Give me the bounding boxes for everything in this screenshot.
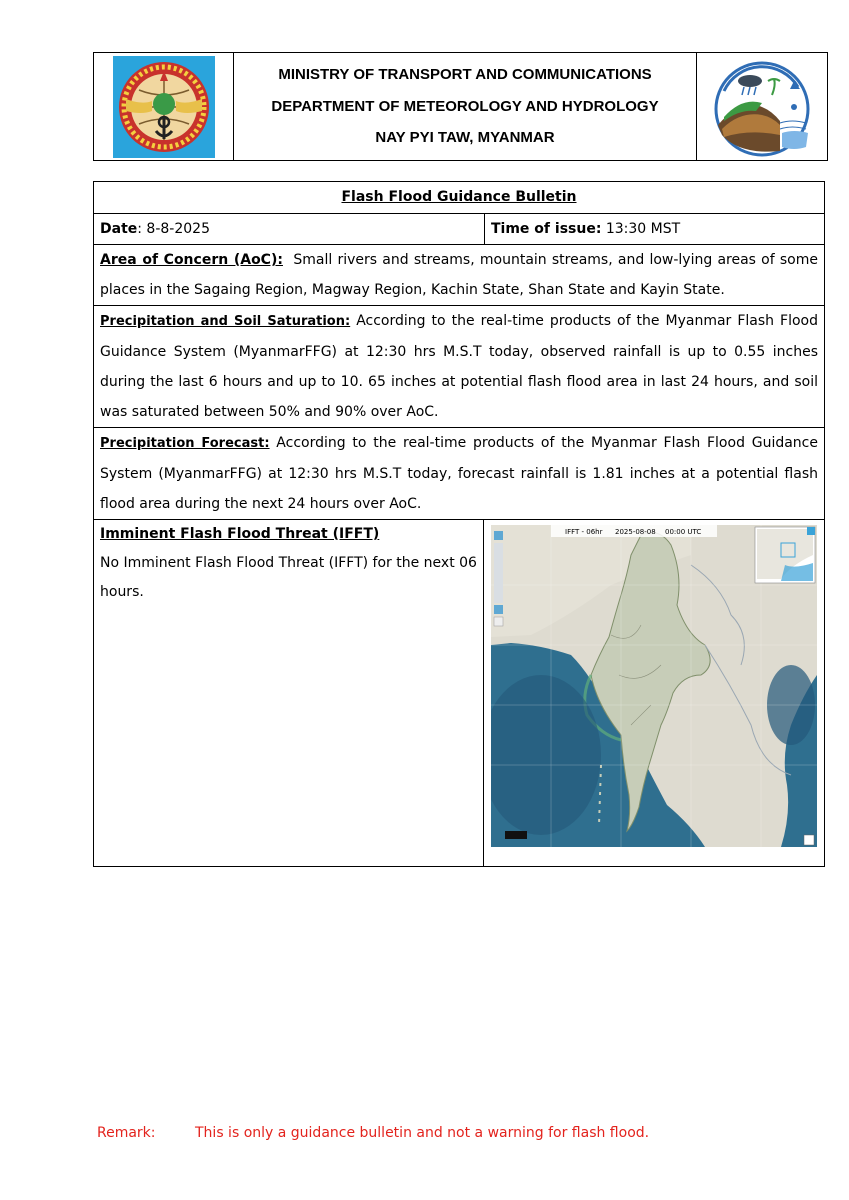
time-label: Time of issue: bbox=[491, 221, 602, 237]
precip-forecast-row bbox=[94, 428, 824, 520]
letterhead-title bbox=[234, 53, 696, 160]
bulletin-title-row bbox=[94, 182, 824, 214]
ifft-label: Imminent Flash Flood Threat (IFFT) bbox=[100, 526, 380, 542]
time-value: 13:30 MST bbox=[601, 221, 681, 237]
aoc-label: Area of Concern (AoC): bbox=[100, 252, 283, 268]
location-name: NAY PYI TAW, MYANMAR bbox=[375, 129, 555, 147]
soil-saturation-row bbox=[94, 306, 824, 428]
date-time-row bbox=[94, 214, 824, 245]
map-expand-button[interactable] bbox=[807, 527, 815, 535]
date-cell bbox=[94, 214, 485, 244]
zoom-slider[interactable] bbox=[494, 543, 503, 603]
zoom-in-button[interactable] bbox=[494, 531, 503, 540]
dmh-emblem-icon bbox=[112, 55, 216, 159]
soil-label: Precipitation and Soil Saturation: bbox=[100, 314, 351, 329]
ministry-name: MINISTRY OF TRANSPORT AND COMMUNICATIONS bbox=[278, 66, 652, 84]
precip-forecast bbox=[94, 428, 824, 519]
map-title-time: 00:00 UTC bbox=[665, 528, 702, 536]
logo-left-cell bbox=[94, 53, 234, 160]
ifft-map-cell bbox=[484, 520, 824, 866]
date-label: Date bbox=[100, 221, 138, 237]
soil-text: According to the real-time products of the Myanmar Flash Flood Guidance System (MyanmarFFG) at 12:30 hrs M.S.T today, observed rainfall is up to 0.55 inches during the last 6 hours and up to 10. 65 inches at potential flash flood area in last 24 hours, and soil was saturated between 50% and 90% over AoC. bbox=[100, 313, 818, 420]
bulletin-table bbox=[93, 181, 825, 867]
ifft-map[interactable] bbox=[491, 525, 817, 847]
soil-saturation bbox=[94, 306, 824, 427]
aoc-text: Small rivers and streams, mountain streams, and low-lying areas of some places in the Sagaing Region, Magway Region, Kachin State, Shan State and Kayin State. bbox=[100, 252, 823, 298]
remark bbox=[97, 1122, 649, 1144]
map-info-button[interactable] bbox=[804, 835, 814, 845]
ifft-row bbox=[94, 520, 824, 866]
letterhead bbox=[93, 52, 828, 161]
map-scale-bar bbox=[505, 831, 527, 839]
zoom-out-button[interactable] bbox=[494, 605, 503, 614]
map-pan-button[interactable] bbox=[494, 617, 503, 626]
map-title-product: IFFT - 06hr bbox=[565, 528, 603, 536]
area-of-concern-row bbox=[94, 245, 824, 306]
remark-text: This is only a guidance bulletin and not a warning for flash flood. bbox=[195, 1125, 650, 1141]
area-of-concern bbox=[94, 245, 824, 305]
forecast-text: According to the real-time products of the Myanmar Flash Flood Guidance System (MyanmarFFG) at 12:30 hrs M.S.T today, forecast rainfall is 1.81 inches at a potential flash flood area during the next 24 hours over AoC. bbox=[100, 435, 818, 512]
ifft-text: No Imminent Flash Flood Threat (IFFT) for the next 06 hours. bbox=[100, 555, 477, 600]
hydrology-cycle-icon bbox=[710, 55, 814, 159]
bulletin-title: Flash Flood Guidance Bulletin bbox=[341, 189, 577, 205]
ifft-cell bbox=[94, 520, 484, 866]
remark-label: Remark: bbox=[97, 1125, 156, 1141]
department-name: DEPARTMENT OF METEOROLOGY AND HYDROLOGY bbox=[271, 97, 659, 115]
logo-right-cell bbox=[696, 53, 827, 160]
forecast-label: Precipitation Forecast: bbox=[100, 436, 270, 451]
date-value: : 8-8-2025 bbox=[137, 221, 210, 237]
time-cell bbox=[485, 214, 824, 244]
map-title-date: 2025-08-08 bbox=[615, 528, 656, 536]
